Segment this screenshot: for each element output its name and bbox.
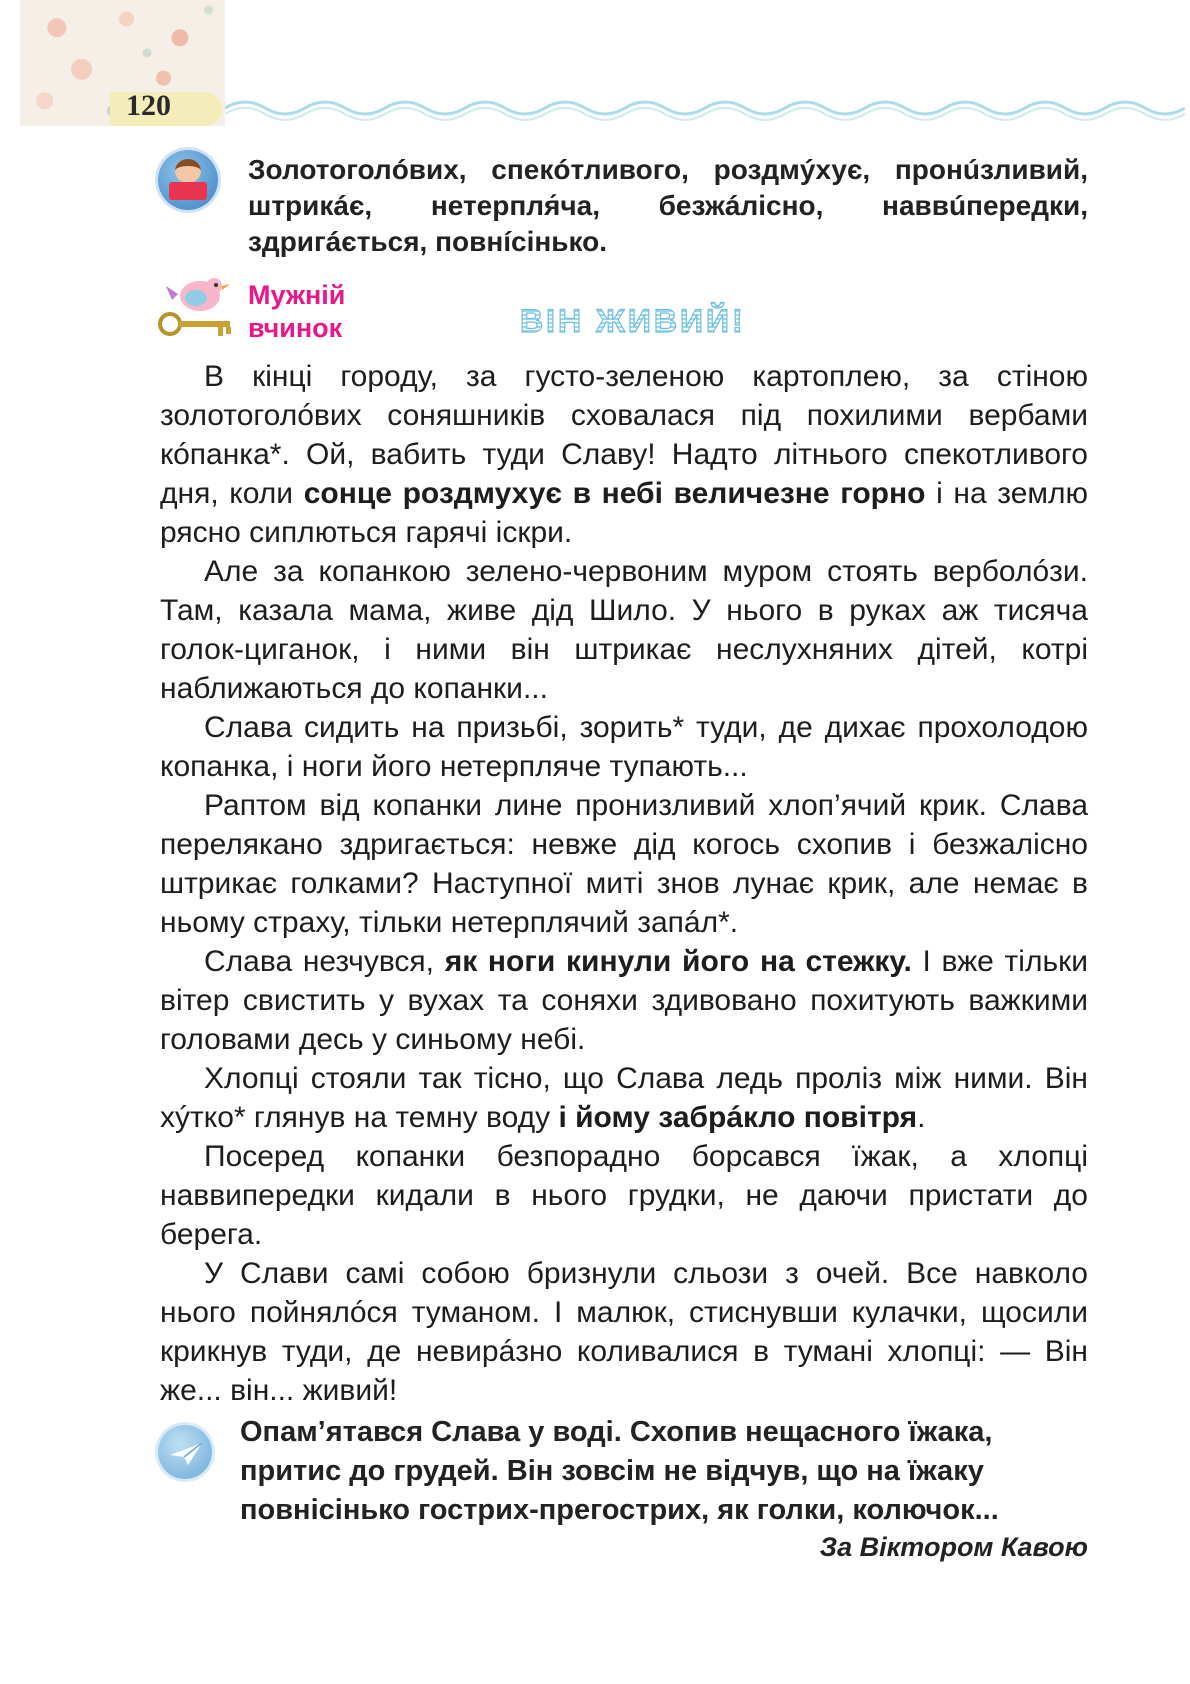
section-tag-line1: Мужній: [248, 280, 346, 310]
story-paragraph: У Слави самі собою бризнули сльози з очей. Все навколо нього пойнялóся туманом. І малюк, стиснувши кулачки, щосили крикнув туди, де невирáзно коливалися в тумані хлопці: — Він же... він... живий!: [160, 1257, 1088, 1407]
author-attribution: За Віктором Кавою: [819, 1532, 1088, 1562]
vocabulary-words: Золотоголóвих, спекóтливого, роздмýхує, пронúзливий, штрикáє, нетерпля́ча, безжáлісно, наввúпередки, здригáється, повнíсінько.: [248, 154, 1088, 257]
story-text-span: І вже тільки вітер свистить у вухах та соняхи здивовано похитують важкими головами десь у синьому небі.: [160, 945, 1088, 1056]
wave-border: [225, 92, 1185, 124]
section-tag: [248, 279, 345, 345]
story-text-span: Хлопці стояли так тісно, що Слава ледь проліз між ними. Він хýтко* глянув на темну воду: [160, 1062, 1088, 1134]
story-paragraph: Посеред копанки безпорадно борсався їжак, а хлопці наввипередки кидали в нього грудки, не даючи пристати до берега.: [160, 1140, 1088, 1251]
closing-text: Опам’ятався Слава у воді. Схопив нещасного їжака, притис до грудей. Він зовсім не відчув, що на їжаку повнісінько гострих-прегострих, як голки, колючок...: [240, 1416, 999, 1526]
story-text-span: і на землю рясно сиплються гарячі іскри.: [160, 477, 1089, 549]
story-paragraph: Раптом від копанки лине пронизливий хлоп’ячий крик. Слава перелякано здригається: невже дід когось схопив і безжалісно штрикає голками? Наступної миті знов лунає крик, але немає в ньому страху, тільки нетерплячий запáл*.: [160, 789, 1088, 939]
story-paragraph: [160, 942, 1088, 1059]
reading-child-icon: [158, 150, 218, 210]
story-text-span: В кінці городу, за густо-зеленою картоплею, за стіною золотоголóвих соняшників сховалася під похилими вербами кóпанка*. Ой, вабить туди Славу! Надто літнього спекотливого дня, коли: [160, 360, 1088, 510]
paper-plane-icon: [158, 1425, 212, 1479]
story-paragraph: Слава сидить на призьбі, зорить* туди, де дихає прохолодою копанка, і ноги його нетерпляче тупають...: [160, 711, 1088, 783]
story-text: [160, 357, 1088, 1410]
closing-paragraph: [240, 1413, 1088, 1530]
page-number: 120: [126, 89, 171, 122]
story-paragraph: [160, 1059, 1088, 1137]
story-bold-phrase: і йому забрáкло повітря: [558, 1101, 918, 1134]
section-tag-line2: вчинок: [248, 313, 343, 343]
story-bold-phrase: як ноги кинули його на стежку.: [444, 945, 912, 978]
story-text-span: .: [917, 1101, 926, 1134]
bird-key-icon: [156, 272, 244, 342]
story-paragraph: Але за копанкою зелено-червоним муром стоять верболóзи. Там, казала мама, живе дід Шило. У нього в руках аж тисяча голок-циганок, і ними він штрикає неслухняних дітей, котрі наближаються до копанки...: [160, 555, 1088, 705]
story-text-span: Слава незчувся,: [204, 945, 445, 978]
story-title: ВІН ЖИВИЙ!: [520, 303, 746, 339]
story-paragraph: [160, 357, 1088, 552]
story-bold-phrase: сонце роздмухує в небі величезне горно: [303, 477, 926, 510]
